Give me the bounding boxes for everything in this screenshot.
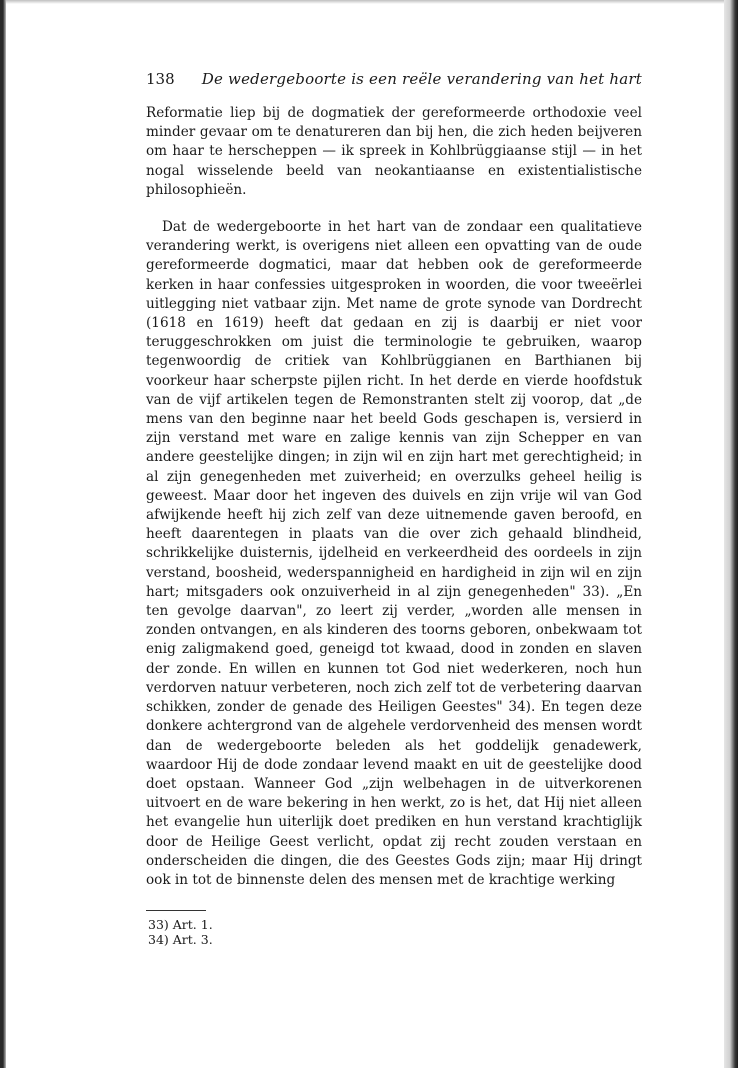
running-head xyxy=(146,70,642,94)
scan-edge-right xyxy=(724,0,738,1068)
footnote-text: Art. 1. xyxy=(172,917,213,933)
scan-edge-top xyxy=(0,0,738,4)
footnotes xyxy=(146,917,642,947)
footnote-mark: 34) xyxy=(148,932,169,948)
footnote-33 xyxy=(148,917,642,932)
book-page xyxy=(146,70,642,947)
footnote-text: Art. 3. xyxy=(172,932,213,948)
page-number: 138 xyxy=(146,70,175,88)
footnote-divider xyxy=(146,910,206,911)
paragraph-2: Dat de wedergeboorte in het hart van de zondaar een qualitatieve verandering werkt, is overigens niet alleen een opvatting van de oude gereformeerde dogmatici, maar dat hebben ook de gereformeerde kerken in haar confessies uitgesproken in woorden, die voor tweeërlei uitlegging niet vatbaar zijn. Met name de grote synode van Dordrecht (1618 en 1619) heeft dat gedaan en zij is daarbij er niet voor teruggeschrokken om juist die terminologie te gebruiken, waarop tegenwoordig de critiek van Kohlbrüggianen en Barthianen bij voorkeur haar scherpste pijlen richt. In het derde en vierde hoofdstuk van de vijf artikelen tegen de Remonstranten stelt zij voorop, dat „de mens van den beginne naar het beeld Gods geschapen is, versierd in zijn verstand met ware en zalige kennis van zijn Schepper en van andere geestelijke dingen; in zijn wil en zijn hart met gerechtigheid; in al zijn genegenheden met zuiverheid; en overzulks geheel heilig is geweest. Maar door het ingeven des duivels en zijn vrije wil van God afwijkende heeft hij zich zelf van deze uitnemende gaven beroofd, en heeft daarentegen in plaats van die over zich gehaald blindheid, schrikkelijke duisternis, ijdelheid en verkeerdheid des oordeels in zijn verstand, boosheid, wederspannigheid en hardigheid in zijn wil en zijn hart; mitsgaders ook onzuiverheid in al zijn genegenheden" 33). „En ten gevolge daarvan", zo leert zij verder, „worden alle mensen in zonden ontvangen, en als kinderen des toorns geboren, onbekwaam tot enig zaligmakend goed, geneigd tot kwaad, dood in zonden en slaven der zonde. En willen en kunnen tot God niet wederkeren, noch hun verdorven natuur verbeteren, noch zich zelf tot de verbetering daarvan schikken, zonder de genade des Heiligen Geestes" 34). En tegen deze donkere achtergrond van de algehele verdorvenheid des mensen wordt dan de wedergeboorte beleden als het goddelijk genadewerk, waardoor Hij de dode zondaar levend maakt en uit de geestelijke dood doet opstaan. Wanneer God „zijn welbehagen in de uitverkorenen uitvoert en de ware bekering in hen werkt, zo is het, dat Hij niet alleen het evangelie hun uiterlijk doet prediken en hun verstand krachtiglijk door de Heilige Geest verlicht, opdat zij recht zouden verstaan en onderscheiden die dingen, die des Geestes Gods zijn; maar Hij dringt ook in tot de binnenste delen des mensen met de krachtige werking xyxy=(146,219,642,888)
scan-edge-left xyxy=(0,0,6,1068)
chapter-title: De wedergeboorte is een reële verandering van het hart xyxy=(201,70,642,88)
footnote-mark: 33) xyxy=(148,917,169,933)
paragraph-1: Reformatie liep bij de dogmatiek der gereformeerde orthodoxie veel minder gevaar om te denatureren dan bij hen, die zich heden beijveren om haar te herscheppen — ik spreek in Kohlbrüggiaanse stijl — in het nogal wisselende beeld van neokantiaanse en existentialistische philosophieën. xyxy=(146,105,642,198)
footnote-34 xyxy=(148,932,642,947)
